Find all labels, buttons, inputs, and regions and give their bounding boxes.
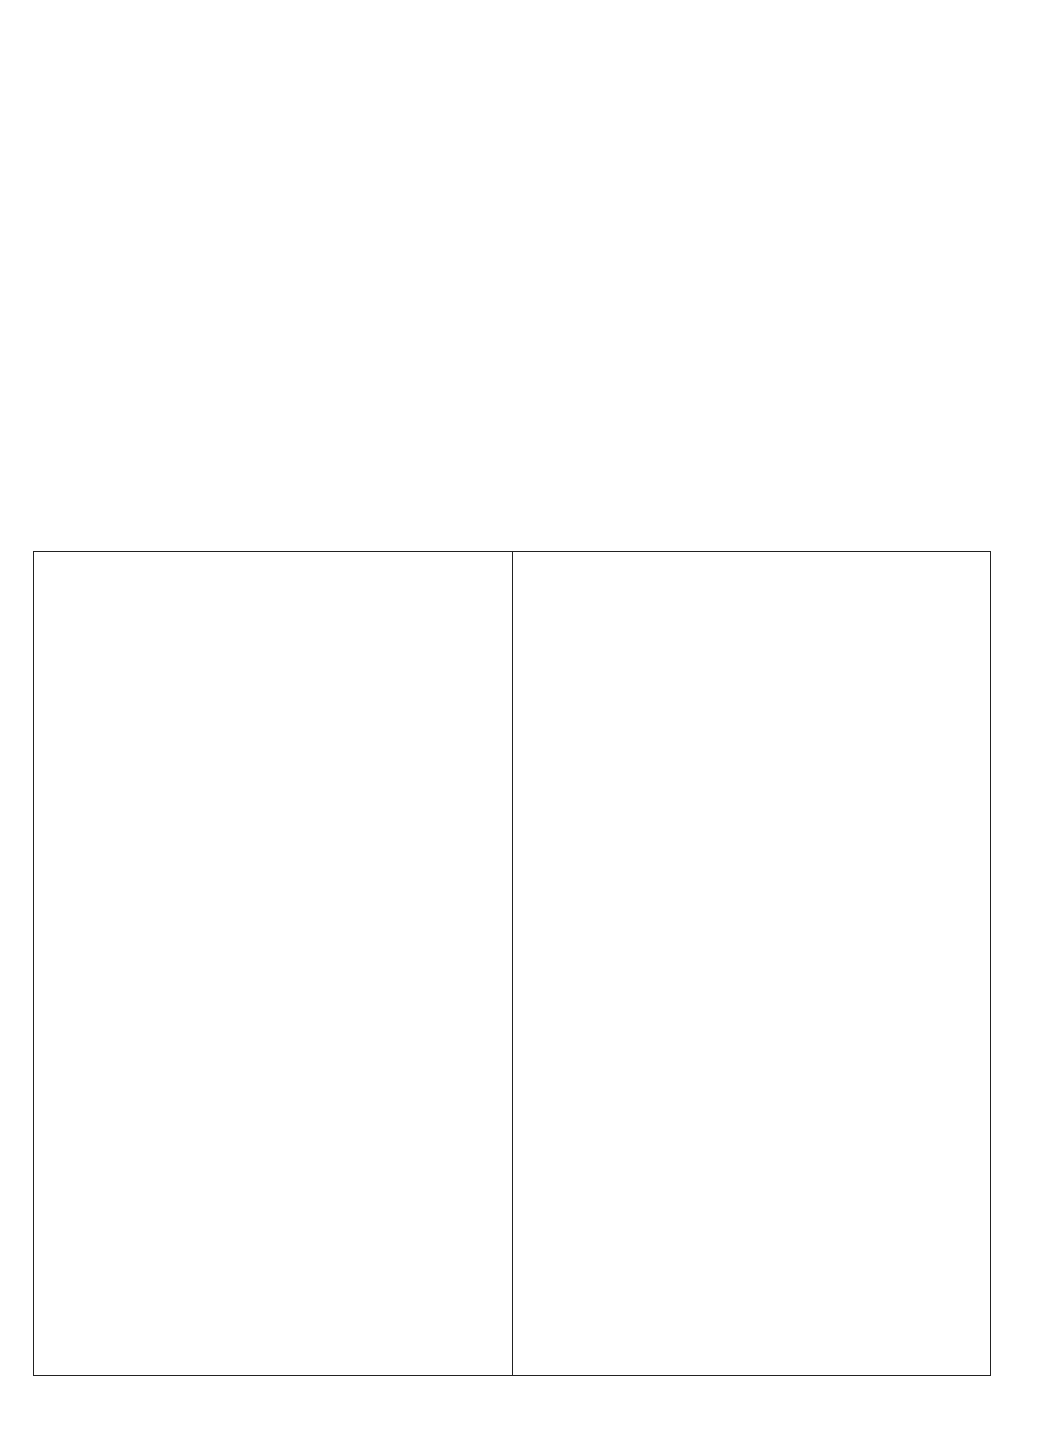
column-divider — [512, 552, 513, 1375]
multiple-choice-table — [33, 551, 991, 1376]
